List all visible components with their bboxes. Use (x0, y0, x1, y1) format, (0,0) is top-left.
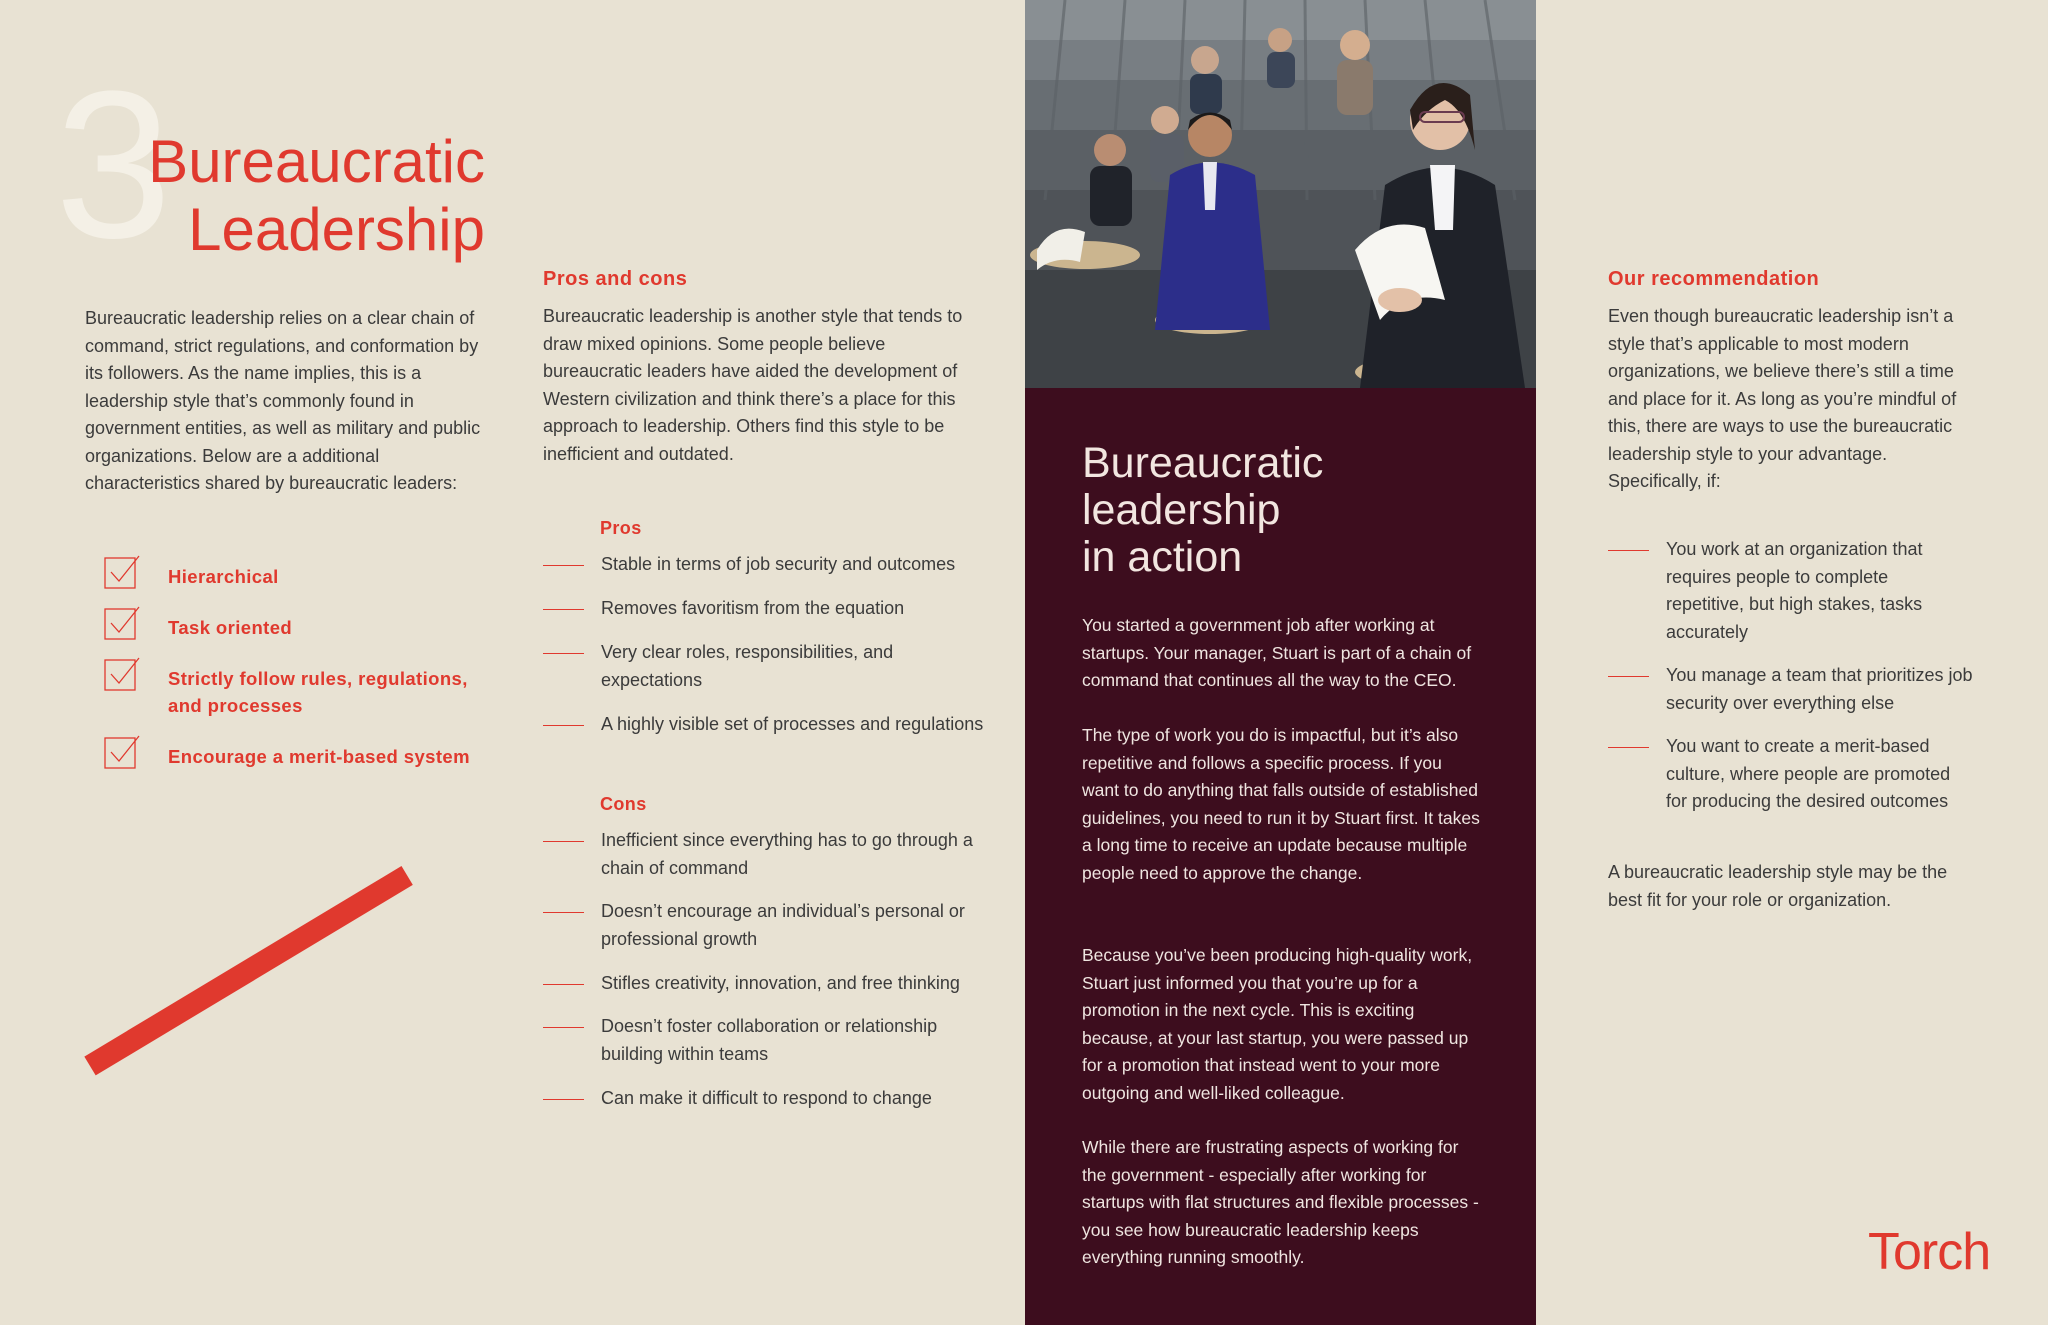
in-action-panel (1025, 388, 1536, 1325)
in-action-title-line-3: in action (1082, 533, 1243, 581)
decorative-slash (84, 866, 412, 1075)
recommendation-text: You work at an organization that requires people to complete repetitive, but high stakes, tasks accurately (1666, 539, 1923, 642)
recommendation-closing: A bureaucratic leadership style may be the best fit for your role or organization. (1608, 862, 1948, 910)
pros-cons-intro (543, 268, 983, 468)
dash-icon (543, 841, 584, 842)
list-item (543, 551, 983, 579)
list-item (543, 1013, 983, 1068)
list-item (543, 1085, 983, 1113)
con-text: Stifles creativity, innovation, and free thinking (601, 973, 960, 993)
page-title (100, 128, 485, 264)
list-item (104, 555, 279, 590)
list-item (543, 970, 983, 998)
pros-cons-heading: Pros and cons (543, 268, 688, 290)
con-text: Doesn’t encourage an individual’s personal or professional growth (601, 901, 965, 949)
characteristic-label: Encourage a merit-based system (168, 746, 470, 767)
title-line-1: Bureaucratic (148, 128, 485, 195)
dash-icon (543, 1099, 584, 1100)
dash-icon (1608, 747, 1649, 748)
checkbox-icon (104, 657, 140, 691)
photo-illustration (1025, 0, 1536, 388)
list-item (1608, 536, 2048, 646)
dash-icon (1608, 550, 1649, 551)
list-item (543, 827, 983, 882)
dash-icon (543, 984, 584, 985)
in-action-paragraph: The type of work you do is impactful, but it’s also repetitive and follows a specific process. If you want to do anything that falls outside of established guidelines, you need to run it by Stuart first. It takes a long time to receive an update because multiple people need to approve the change. (1082, 725, 1480, 883)
characteristic-label: Hierarchical (168, 566, 279, 587)
checkbox-icon (104, 606, 140, 640)
recommendation-text: You want to create a merit-based culture, where people are promoted for producing the desired outcomes (1666, 736, 1951, 811)
list-item (1608, 662, 2048, 717)
dash-icon (543, 653, 584, 654)
characteristic-label: Strictly follow rules, regulations, and processes (168, 668, 468, 716)
dash-icon (543, 912, 584, 913)
recommendation-text: You manage a team that prioritizes job security over everything else (1666, 665, 1973, 713)
recommendation-heading: Our recommendation (1608, 268, 1820, 290)
pros-cons-body: Bureaucratic leadership is another style that tends to draw mixed opinions. Some people believe bureaucratic leaders have aided the development of Western civilization and think there’s a place for this approach to leadership. Others find this style to be inefficient and outdated. (543, 306, 963, 464)
pros-heading: Pros (600, 518, 642, 538)
intro-paragraph: Bureaucratic leadership relies on a clear chain of command, strict regulations, and conformation by its followers. As the name implies, this is a leadership style that’s commonly found in government entities, as well as military and public organizations. Below are a additional characteristics shared by bureaucratic leaders: (85, 308, 481, 493)
con-text: Inefficient since everything has to go through a chain of command (601, 830, 973, 878)
dash-icon (1608, 676, 1649, 677)
in-action-paragraph: You started a government job after working at startups. Your manager, Stuart is part of a chain of command that continues all the way to the CEO. (1082, 615, 1472, 690)
characteristic-label: Task oriented (168, 617, 293, 638)
dash-icon (543, 609, 584, 610)
cons-heading: Cons (600, 794, 647, 814)
section-number: 3 (55, 47, 172, 282)
list-item (104, 657, 488, 719)
checkbox-icon (104, 735, 140, 769)
list-item (104, 735, 470, 770)
pro-text: Removes favoritism from the equation (601, 598, 905, 618)
list-item (543, 898, 983, 953)
checkbox-icon (104, 555, 140, 589)
pro-text: Stable in terms of job security and outcomes (601, 554, 956, 574)
dash-icon (543, 725, 584, 726)
list-item (1608, 733, 2048, 816)
con-text: Can make it difficult to respond to change (601, 1088, 932, 1108)
list-item (104, 606, 292, 641)
dash-icon (543, 1027, 584, 1028)
recommendation-section (1608, 268, 2008, 496)
recommendation-body: Even though bureaucratic leadership isn’t a style that’s applicable to most modern organizations, we believe there’s still a time and place for it. As long as you’re mindful of this, there are ways to use the bureaucratic leadership style to your advantage. Specifically, if: (1608, 306, 1957, 491)
in-action-paragraph: Because you’ve been producing high-quality work, Stuart just informed you that you’re up for a promotion in the next cycle. This is exciting because, at your last startup, you were passed up for a promotion that instead went to your more outgoing and well-liked colleague. (1082, 945, 1473, 1103)
in-action-title (1082, 440, 1502, 581)
pro-text: Very clear roles, responsibilities, and expectations (601, 642, 894, 690)
title-line-2: Leadership (188, 196, 485, 263)
pro-text: A highly visible set of processes and regulations (601, 714, 984, 734)
in-action-title-line-1: Bureaucratic (1082, 439, 1324, 487)
in-action-paragraph: While there are frustrating aspects of working for the government - especially after working for startups with flat structures and flexible processes - you see how bureaucratic leadership keeps everything running smoothly. (1082, 1137, 1479, 1267)
con-text: Doesn’t foster collaboration or relationship building within teams (601, 1016, 938, 1064)
list-item (543, 639, 983, 694)
list-item (543, 595, 983, 623)
brand-logo: Torch (1868, 1223, 1991, 1281)
list-item (543, 711, 983, 739)
dash-icon (543, 565, 584, 566)
photo-meeting-audience (1025, 0, 1536, 388)
in-action-title-line-2: leadership (1082, 486, 1281, 534)
